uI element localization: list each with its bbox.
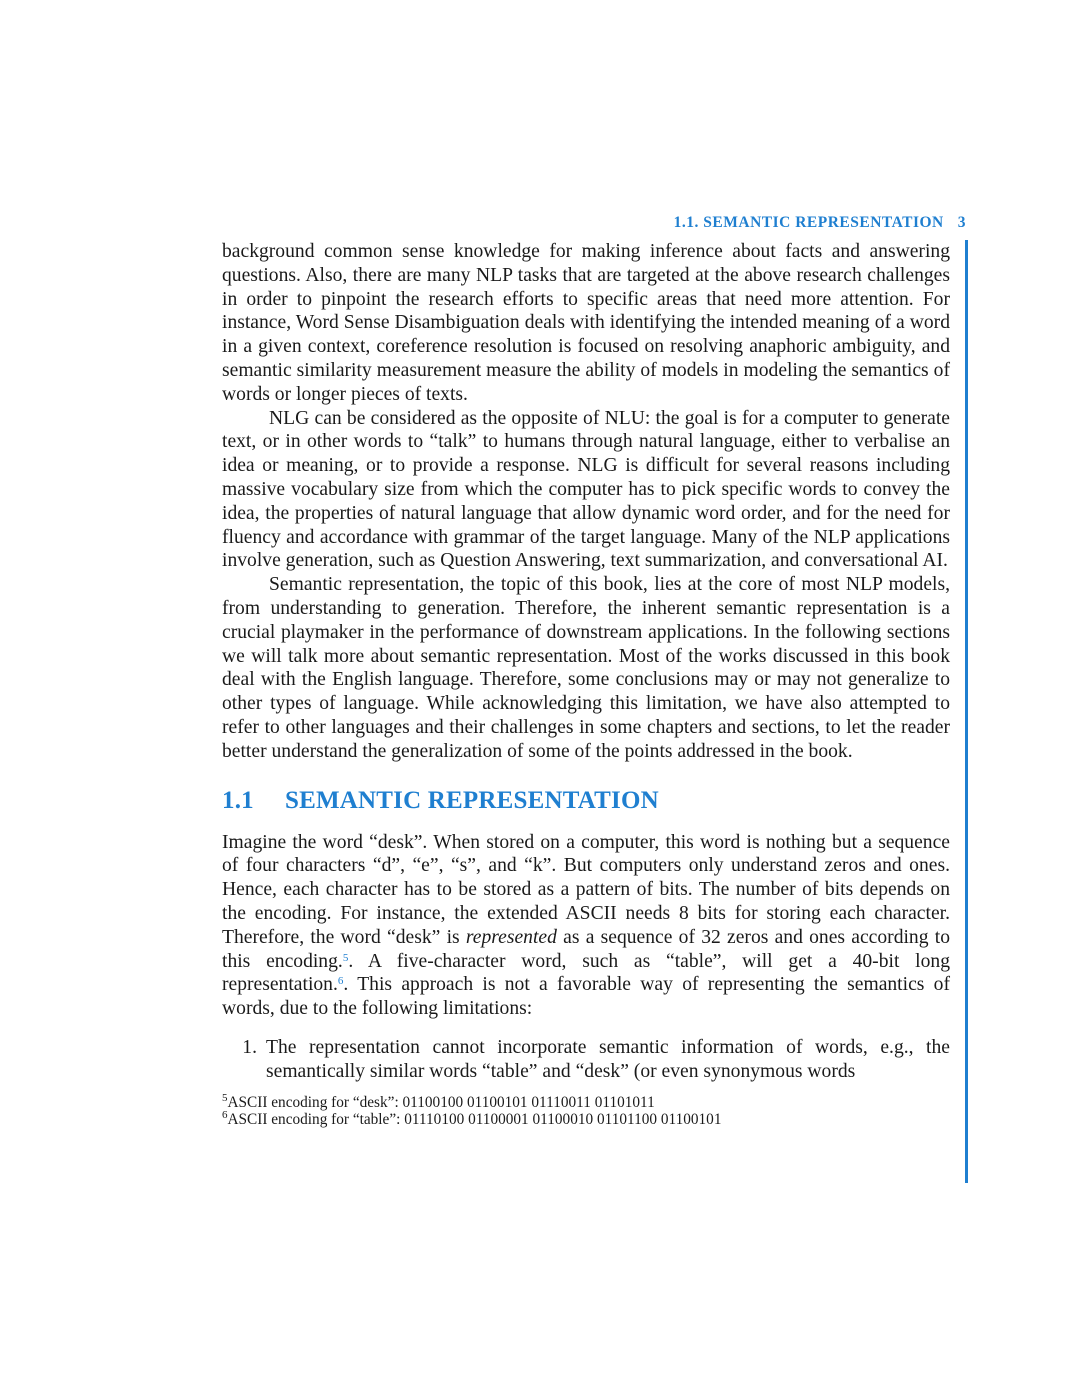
section-paragraph-part3: . A five-character word, such as “table”, will get a 40-bit long representation. [222,950,950,996]
list-item [222,1036,950,1084]
margin-rule [965,240,968,1183]
section-paragraph-part1: Imagine the word “desk”. When stored on a computer, this word is nothing but a sequence of four characters “d”, “e”, “s”, and “k”. But computers only understand zeros and ones. Hence, each character has to be stored as a pattern of bits. The number of bits depends on the encoding. For instance, the extended ASCII needs 8 bits for storing each character. Therefore, the word “desk” is [222,831,950,948]
footnote-ref-5[interactable]: 5 [342,951,349,964]
paragraph-semantic-representation: Semantic representation, the topic of this book, lies at the core of most NLP models, from understanding to generation. Therefore, the inherent semantic representation is a crucial playmaker in the performance of downstream applications. In the following sections we will talk more about semantic representation. Most of the works discussed in this book deal with the English language. Therefore, some conclusions may or may not generalize to other types of language. While acknowledging this limitation, we have also attempted to refer to other languages and their challenges in some chapters and sections, to let the reader better understand the generalization of some of the points addressed in the book. [222,574,950,762]
footnote-6 [222,1111,950,1129]
section-title: SEMANTIC REPRESENTATION [285,786,659,814]
page-number: 3 [957,214,966,231]
section-paragraph [222,831,950,1021]
section-paragraph-part4: . This approach is not a favorable way of representing the semantics of words, due to the following limitations: [222,974,950,1020]
paragraph-nlg: NLG can be considered as the opposite of NLU: the goal is for a computer to generate text, or in other words to “talk” to humans through natural language, either to verbalise an idea or meaning, or to provide a response. NLG is difficult for several reasons including massive vocabulary size from which the computer has to pick specific words to convey the idea, the properties of natural language that allow dynamic word order, and for the need for fluency and accordance with grammar of the target language. Many of the NLP applications involve generation, such as Question Answering, text summarization, and conversational AI. [222,407,950,572]
list-item-text: The representation cannot incorporate semantic information of words, e.g., the semantically similar words “table” and “desk” (or even synonymous words [266,1036,950,1082]
footnote-text: ASCII encoding for “table”: 01110100 01100001 01100010 01101100 01100101 [227,1111,722,1128]
page-body [222,240,950,1129]
running-head [222,214,966,232]
limitations-list [222,1036,950,1084]
footnote-mark: 5 [222,1091,228,1104]
running-head-title: 1.1. SEMANTIC REPRESENTATION [673,214,944,231]
emphasis-represented: represented [465,926,557,948]
footnote-text: ASCII encoding for “desk”: 01100100 01100101 01110011 01101011 [227,1093,655,1111]
paragraph-continued: background common sense knowledge for making inference about facts and answering questions. Also, there are many NLP tasks that are targeted at the above research challenges in order to pinpoint the research efforts to specific areas that need more attention. For instance, Word Sense Disambiguation deals with identifying the intended meaning of a word in a given context, coreference resolution is focused on resolving anaphoric ambiguity, and semantic similarity measurement measure the ability of models in modeling the semantics of words or longer pieces of texts. [222,241,950,405]
footnotes [222,1091,950,1129]
section-paragraph-part2: as a sequence of 32 zeros and ones according to this encoding. [222,926,950,972]
footnote-5 [222,1091,950,1112]
footnote-ref-6[interactable]: 6 [337,975,344,988]
list-marker: 1. [242,1036,257,1058]
section-heading [222,786,950,816]
section-number: 1.1 [222,786,254,814]
footnote-mark: 6 [222,1109,228,1121]
